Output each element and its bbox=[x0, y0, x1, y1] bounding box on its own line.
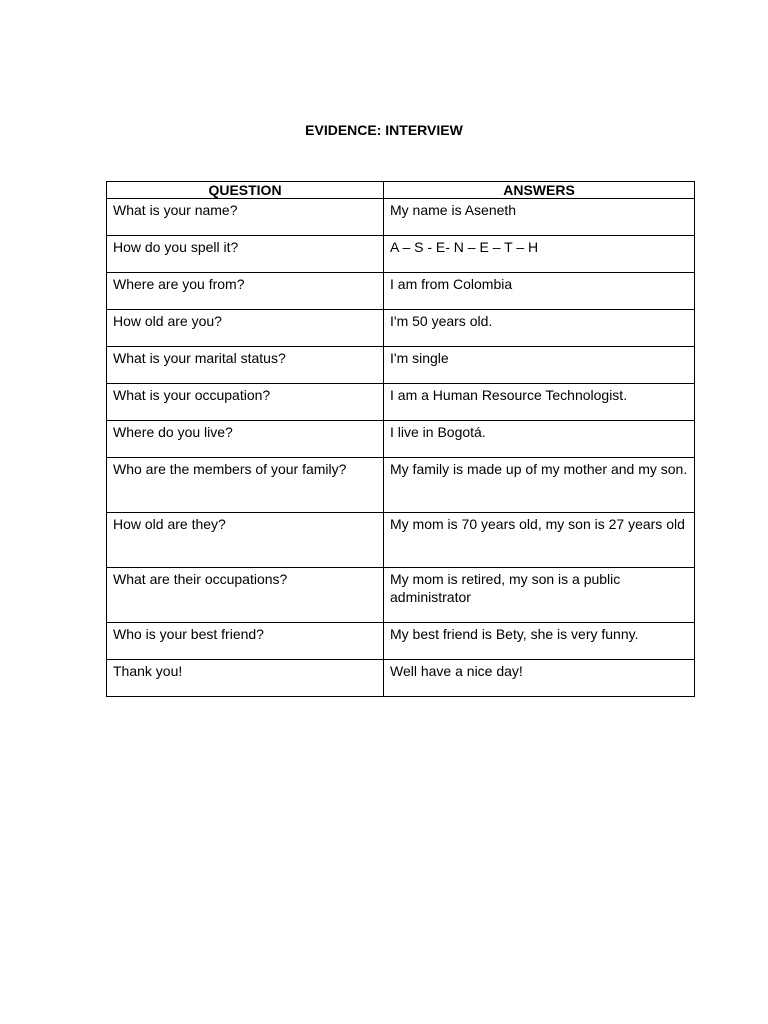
question-cell: How old are you? bbox=[107, 310, 384, 347]
answer-cell: My best friend is Bety, she is very funny. bbox=[384, 623, 695, 660]
question-column-header: QUESTION bbox=[107, 182, 384, 199]
answer-cell: My mom is 70 years old, my son is 27 years old bbox=[384, 513, 695, 568]
table-row bbox=[107, 310, 695, 347]
question-cell: What is your occupation? bbox=[107, 384, 384, 421]
question-cell: What are their occupations? bbox=[107, 568, 384, 623]
answer-cell: Well have a nice day! bbox=[384, 660, 695, 697]
question-cell: Who is your best friend? bbox=[107, 623, 384, 660]
question-cell: Where are you from? bbox=[107, 273, 384, 310]
table-row bbox=[107, 458, 695, 513]
answer-cell: I am from Colombia bbox=[384, 273, 695, 310]
answer-cell: I live in Bogotá. bbox=[384, 421, 695, 458]
document-title: EVIDENCE: INTERVIEW bbox=[305, 122, 463, 138]
answer-cell: I'm 50 years old. bbox=[384, 310, 695, 347]
table-row bbox=[107, 199, 695, 236]
answer-cell: A – S - E- N – E – T – H bbox=[384, 236, 695, 273]
answer-cell: My mom is retired, my son is a public administrator bbox=[384, 568, 695, 623]
table-row bbox=[107, 623, 695, 660]
table-row bbox=[107, 273, 695, 310]
table-row bbox=[107, 347, 695, 384]
table-row bbox=[107, 384, 695, 421]
answer-cell: I am a Human Resource Technologist. bbox=[384, 384, 695, 421]
question-cell: Where do you live? bbox=[107, 421, 384, 458]
answer-cell: My name is Aseneth bbox=[384, 199, 695, 236]
table-row bbox=[107, 421, 695, 458]
table-row bbox=[107, 660, 695, 697]
question-cell: How old are they? bbox=[107, 513, 384, 568]
question-cell: What is your name? bbox=[107, 199, 384, 236]
answer-cell: My family is made up of my mother and my son. bbox=[384, 458, 695, 513]
answer-cell: I'm single bbox=[384, 347, 695, 384]
question-cell: How do you spell it? bbox=[107, 236, 384, 273]
question-cell: Thank you! bbox=[107, 660, 384, 697]
question-cell: What is your marital status? bbox=[107, 347, 384, 384]
table-row bbox=[107, 568, 695, 623]
table-header-row bbox=[107, 182, 695, 199]
table-row bbox=[107, 513, 695, 568]
answers-column-header: ANSWERS bbox=[384, 182, 695, 199]
question-cell: Who are the members of your family? bbox=[107, 458, 384, 513]
interview-table bbox=[106, 181, 695, 697]
table-row bbox=[107, 236, 695, 273]
